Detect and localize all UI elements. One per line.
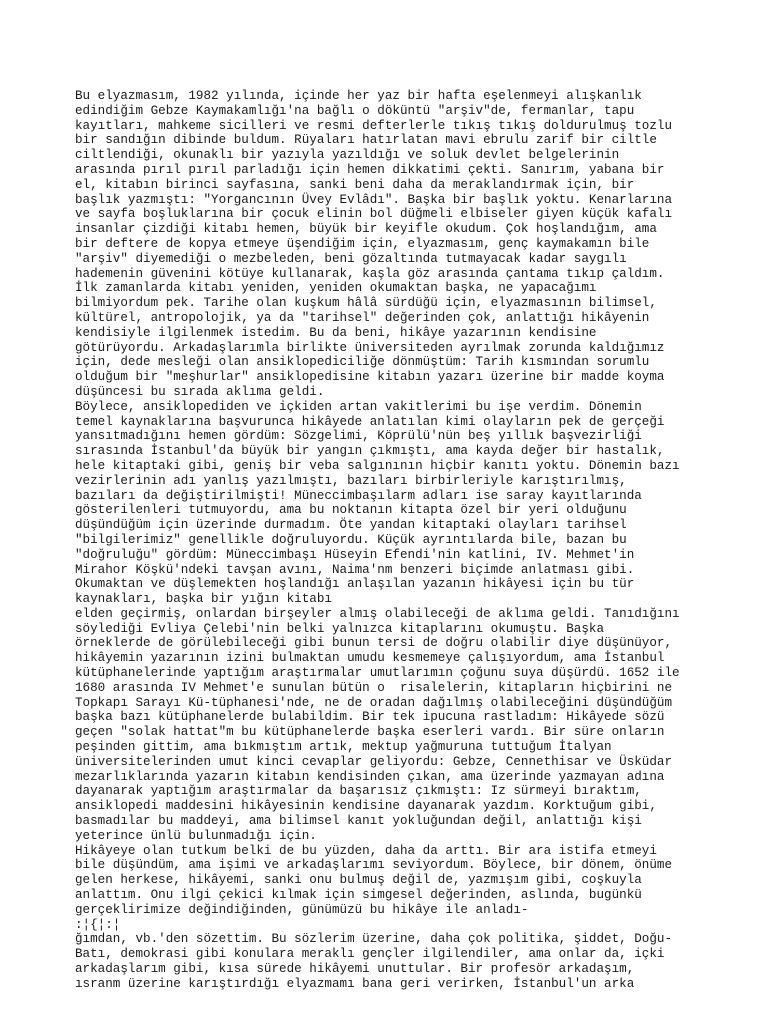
text-line: hikâyemin yazarının izini bulmaktan umudu kesmemeye çalışıyordum, ama İstanbul	[75, 651, 665, 666]
text-line: düşündüğüm için üzerinde durmadım. Öte yandan kitaptaki olayları tarihsel	[75, 518, 627, 533]
text-line: gelen herkese, hikâyemi, sanki onu bulmuş değil de, yazmışım gibi, coşkuyla	[75, 873, 642, 888]
text-line: "arşiv" diyemediği o mezbeleden, beni gözaltında tutmayacak kadar saygılı	[75, 251, 627, 266]
text-line: için, dede mesleği olan ansiklopediciliğe dönmüştüm: Tarih kısmından sorumlu	[75, 355, 650, 370]
text-line: dayanarak yaptığım araştırmalar da başarısız çıkmıştı: Iz sürmeyi bıraktım,	[75, 784, 642, 799]
text-line: götürüyordu. Arkadaşlarımla birlikte üniversiteden ayrılmak zorunda kaldığımız	[75, 340, 665, 355]
text-line: elden geçirmiş, onlardan birşeyler almış olabileceği de aklıma geldi. Tanıdığını	[75, 606, 680, 621]
text-line: yeterince ünlü bulunmadığı için.	[75, 828, 317, 843]
text-line: edindiğim Gebze Kaymakamlığı'na bağlı o döküntü "arşiv"de, fermanlar, tapu	[75, 103, 635, 118]
text-line: Topkapı Sarayı Kü-tüphanesi'nde, ne de oradan dağılmış olabileceğini düşündüğüm	[75, 695, 673, 710]
text-line: temel kaynaklarına başvurunca hikâyede anlatılan kimi olayların pek de gerçeği	[75, 414, 665, 429]
text-line: basmadılar bu maddeyi, ama bilimsel kanıt yokluğundan değil, anlattığı kişi	[75, 814, 642, 829]
text-line: olduğum bir "meşhurlar" ansiklopedisine kitabın yazarı üzerine bir madde koyma	[75, 370, 665, 385]
text-line: bile düşündüm, ama işimi ve arkadaşlarımı seviyordum. Böylece, bir dönem, önüme	[75, 858, 673, 873]
text-line: başka bazı kütüphanelerde bulabildim. Bir tek ipucuna rastladım: Hikâyede sözü	[75, 710, 665, 725]
text-line: ciltlendiği, okunaklı bir yazıyla yazıldığı ve soluk devlet belgelerinin	[75, 148, 620, 163]
text-line: örneklerde de görülebileceği gibi bunun tersi de doğru olabilir diye düşünüyor,	[75, 636, 673, 651]
text-line: Hikâyeye olan tutkum belki de bu yüzden, daha da arttı. Bir ara istifa etmeyi	[75, 843, 657, 858]
text-line: gösterilenleri tutmuyordu, ama bu noktanın kitapta özel bir yeri olduğunu	[75, 503, 627, 518]
text-line: :¦{¦:¦	[75, 917, 121, 932]
text-line: peşinden gittim, ama bıkmıştım artık, mektup yağmuruna tuttuğum İtalyan	[75, 740, 612, 755]
text-line: mezarlıklarında yazarın kitabın kendisinden çıkan, ama üzerinde yazmayan adına	[75, 769, 665, 784]
text-line: "bilgilerimiz" genellikle doğruluyordu. Küçük ayrıntılarda bile, bazan bu	[75, 532, 627, 547]
text-line: Bu elyazmasım, 1982 yılında, içinde her yaz bir hafta eşelenmeyi alışkanlık	[75, 89, 642, 103]
text-line: gerçeklirimize değindiğinden, günümüzü bu hikâye ile anladı-	[75, 902, 529, 917]
text-line: kendisiyle ilgilenmek istedim. Bu da beni, hikâye yazarının kendisine	[75, 325, 597, 340]
text-line: hele kitaptaki gibi, geniş bir veba salgınının hiçbir kanıtı yoktu. Dönemin bazı	[75, 458, 680, 473]
text-line: kayıtları, mahkeme sicilleri ve resmi defterlerle tıkış tıkış doldurulmuş tozlu	[75, 118, 673, 133]
text-line: ve sayfa boşluklarına bir çocuk elinin bol düğmeli elbiseler giyen küçük kafalı	[75, 207, 673, 222]
text-line: sırasında İstanbul'da büyük bir yangın çıkmıştı, ama kayda değer bir hastalık,	[75, 444, 665, 459]
document-page	[75, 89, 715, 992]
text-line: ansiklopedi maddesini hikâyesinin kendisine dayanarak yazdım. Korktuğum gibi,	[75, 799, 657, 814]
text-line: üniversitelerinden umut kinci cevaplar geliyordu: Gebze, Cennethisar ve Üsküdar	[75, 754, 673, 769]
text-line: Mirahor Köşkü'ndeki tavşan avını, Naima'nm benzeri biçimde anlatması gibi.	[75, 562, 635, 577]
text-line: Okumaktan ve düşlemekten hoşlandığı anlaşılan yazanın hikâyesi için bu tür	[75, 577, 635, 592]
text-line: anlattım. Onu ilgi çekici kılmak için simgesel değerinden, aslında, bugünkü	[75, 888, 642, 903]
text-line: Batı, demokrasi gibi konulara meraklı gençler ilgilendiler, ama onlar da, içki	[75, 947, 665, 962]
text-line: vezirlerinin adı yanlış yazılmıştı, bazıları birbirleriyle karıştırılmış,	[75, 473, 627, 488]
text-line: bir deftere de kopya etmeye üşendiğim için, elyazmasım, genç kaymakamın bile	[75, 236, 650, 251]
text-line: 1680 arasında IV Mehmet'e sunulan bütün o risalelerin, kitapların hiçbirini ne	[75, 680, 673, 695]
text-line: söylediği Evliya Çelebi'nin belki yalnızca kitaplarını okumuştu. Başka	[75, 621, 605, 636]
text-line: düşüncesi bu sırada aklıma geldi.	[75, 384, 325, 399]
text-line: kültürel, antropolojik, ya da "tarihsel" değerinden çok, anlattığı hikâyenin	[75, 310, 650, 325]
text-line: Böylece, ansiklopediden ve içkiden artan vakitlerimi bu işe verdim. Dönemin	[75, 399, 642, 414]
text-line: kaynakları, başka bir yığın kitabı	[75, 592, 332, 607]
text-line: ısranm üzerine karıştırdığı elyazmamı bana geri verirken, İstanbul'un arka	[75, 976, 635, 991]
text-line: yansıtmadığını hemen gördüm: Sözgelimi, Köprülü'nün beş yıllık başvezirliği	[75, 429, 642, 444]
text-line: bazıları da değiştirilmişti! Müneccimbaşılarm adları ise saray kayıtlarında	[75, 488, 642, 503]
text-line: arkadaşlarım gibi, kısa sürede hikâyemi unuttular. Bir profesör arkadaşım,	[75, 962, 635, 977]
text-line: arasında pırıl pırıl parladığı için hemen dikkatimi çekti. Sanırım, yabana bir	[75, 162, 665, 177]
text-line: ğımdan, vb.'den sözettim. Bu sözlerim üzerine, daha çok politika, şiddet, Doğu-	[75, 932, 673, 947]
text-line: "doğruluğu" gördüm: Müneccimbaşı Hüseyin Efendi'nin katlini, IV. Mehmet'in	[75, 547, 635, 562]
text-line: geçen "solak hattat"m bu kütüphanelerde başka eserleri vardı. Bir süre onların	[75, 725, 665, 740]
text-line: bir sandığın dibinde buldum. Rüyaları hatırlatan mavi ebrulu zarif bir ciltle	[75, 133, 657, 148]
text-line: insanlar çizdiği kitabı hemen, büyük bir keyifle okudum. Çok hoşlandığım, ama	[75, 222, 657, 237]
text-line: el, kitabın birinci sayfasına, sanki beni daha da meraklandırmak için, bir	[75, 177, 635, 192]
text-line: kütüphanelerinde yaptığım araştırmalar umutlarımın çoğunu suya düşürdü. 1652 ile	[75, 666, 680, 681]
text-line: İlk zamanlarda kitabı yeniden, yeniden okumaktan başka, ne yapacağımı	[75, 281, 597, 296]
text-line: başlık yazmıştı: "Yorgancının Üvey Evlâdı". Başka bir başlık yoktu. Kenarlarına	[75, 192, 673, 207]
text-line: bilmiyordum pek. Tarihe olan kuşkum hâlâ sürdüğü için, elyazmasının bilimsel,	[75, 296, 657, 311]
text-line: hademenin güvenini kötüye kullanarak, kaşla göz arasında çantama tıkıp çaldım.	[75, 266, 665, 281]
